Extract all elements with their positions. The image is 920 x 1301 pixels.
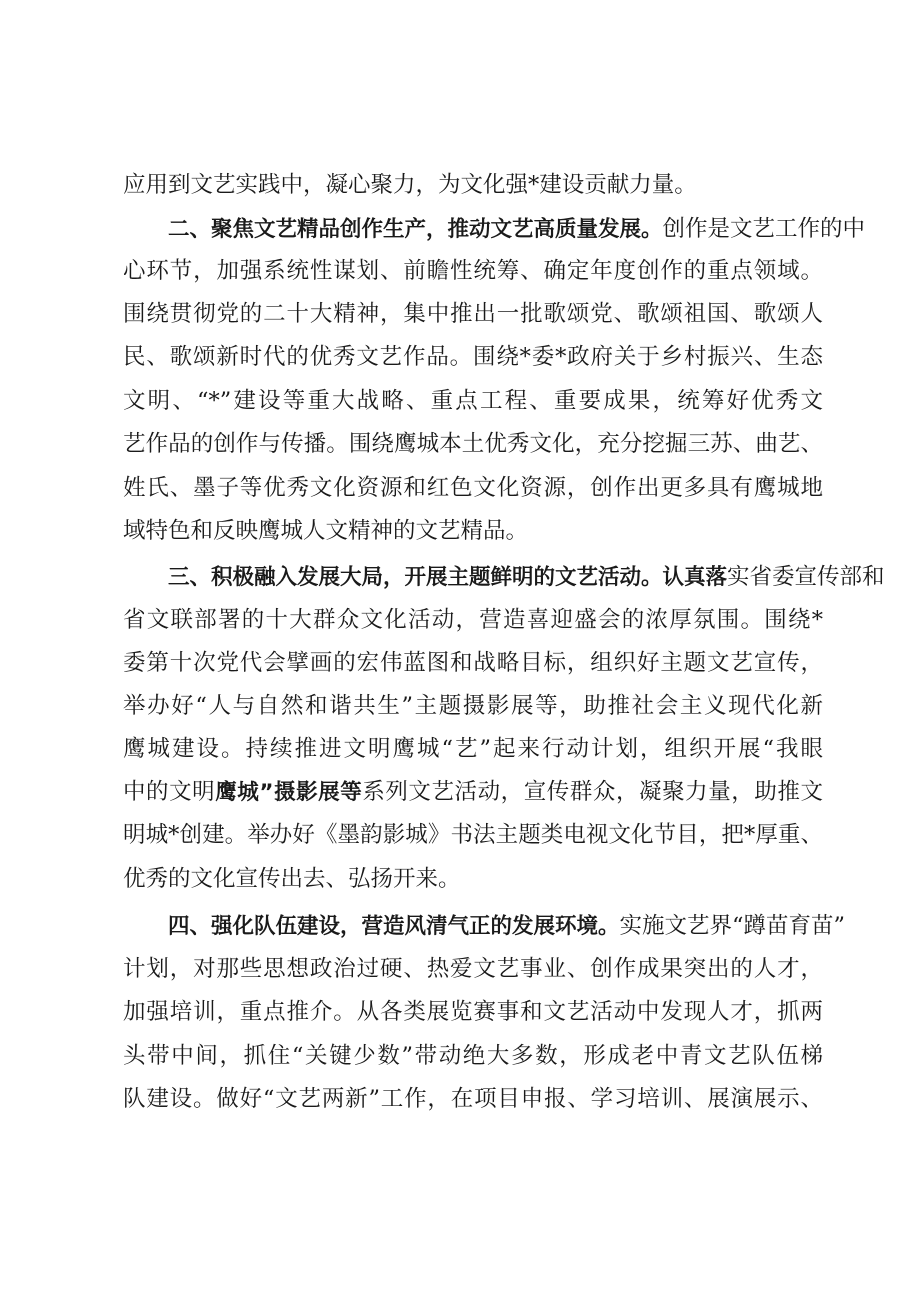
- paragraph-2-line-6: 艺作品的创作与传播。围绕鹰城本土优秀文化，充分挖掘三苏、曲艺、: [123, 431, 823, 457]
- paragraph-2-line-7: 姓氏、墨子等优秀文化资源和红色文化资源，创作出更多具有鹰城地: [123, 475, 823, 501]
- paragraph-2-line-4: 民、歌颂新时代的优秀文艺作品。围绕*委*政府关于乡村振兴、生态: [123, 344, 823, 370]
- paragraph-text: 创作是文艺工作的中: [662, 216, 866, 242]
- paragraph-2-line-5: 文明、“*”建设等重大战略、重点工程、重要成果，统筹好优秀文: [123, 388, 823, 414]
- paragraph-2-line-8: 域特色和反映鹰城人文精神的文艺精品。: [123, 518, 529, 544]
- paragraph-4-line-2: 计划，对那些思想政治过硬、热爱文艺事业、创作成果突出的人才，: [123, 956, 823, 982]
- paragraph-2-line-3: 围绕贯彻党的二十大精神，集中推出一批歌颂党、歌颂祖国、歌颂人: [123, 301, 823, 327]
- paragraph-3-line-8: 优秀的文化宣传出去、弘扬开来。: [123, 866, 461, 892]
- paragraph-3-line-7: 明城*创建。举办好《墨韵影城》书法主题类电视文化节目，把*厚重、: [123, 822, 823, 848]
- paragraph-3-line-5: 鹰城建设。持续推进文明鹰城“艺”起来行动计划，组织开展“我眼: [123, 736, 823, 762]
- paragraph-3-line-6: [123, 777, 823, 808]
- paragraph-4-line-5: 队建设。做好“文艺两新”工作，在项目申报、学习培训、展演展示、: [123, 1086, 823, 1112]
- paragraph-text: 实施文艺界“蹲苗育苗”: [619, 913, 846, 939]
- paragraph-3-line-4: 举办好“人与自然和谐共生”主题摄影展等，助推社会主义现代化新: [123, 693, 823, 719]
- paragraph-text: 实省委宣传部和: [727, 564, 885, 590]
- paragraph-2-line-1: [168, 214, 866, 245]
- paragraph-4-line-1: [168, 911, 846, 942]
- paragraph-text: 中的文明: [123, 779, 216, 805]
- paragraph-text-bold: 鹰城”摄影展等: [215, 780, 363, 805]
- paragraph-3-line-2: 省文联部署的十大群众文化活动，营造喜迎盛会的浓厚氛围。围绕*: [123, 607, 823, 633]
- paragraph-3-line-1: [168, 562, 885, 593]
- section-heading-4: 四、强化队伍建设，营造风清气正的发展环境。: [168, 914, 620, 939]
- paragraph-text: 系列文艺活动，宣传群众，凝聚力量，助推文: [362, 779, 823, 805]
- paragraph-4-line-3: 加强培训，重点推介。从各类展览赛事和文艺活动中发现人才，抓两: [123, 999, 823, 1025]
- section-heading-2: 二、聚焦文艺精品创作生产，推动文艺高质量发展。: [168, 217, 663, 242]
- paragraph-4-line-4: 头带中间，抓住“关键少数”带动绝大多数，形成老中青文艺队伍梯: [123, 1043, 823, 1069]
- paragraph-3-line-3: 委第十次党代会擘画的宏伟蓝图和战略目标，组织好主题文艺宣传，: [123, 650, 823, 676]
- paragraph-1-line-1: 应用到文艺实践中，凝心聚力，为文化强*建设贡献力量。: [123, 172, 697, 198]
- section-heading-3: 三、积极融入发展大局，开展主题鲜明的文艺活动。认真落: [168, 565, 728, 590]
- paragraph-2-line-2: 心环节，加强系统性谋划、前瞻性统筹、确定年度创作的重点领域。: [123, 258, 823, 284]
